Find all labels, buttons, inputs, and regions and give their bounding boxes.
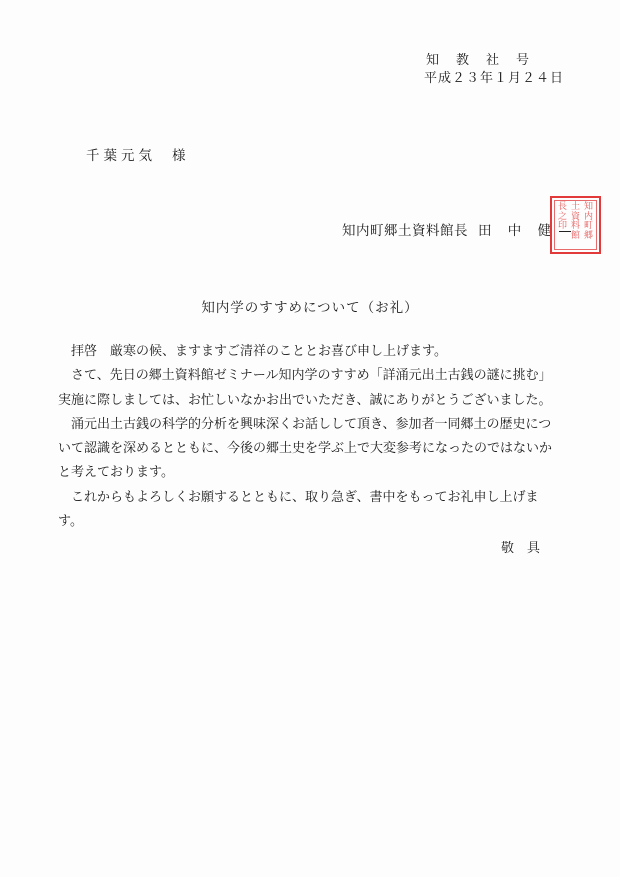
letter-date: 平成２３年１月２４日 (424, 71, 565, 86)
recipient-name: 千葉元気 (86, 148, 156, 164)
official-seal-stamp (550, 196, 601, 254)
reference-block (424, 52, 564, 88)
seal-column: 長之印 (557, 202, 567, 231)
body-paragraph-text: 涌元出土古銭の科学的分析を興味深くお話しして頂き、参加者一同郷土の歴史について認識を深めるとともに、今後の郷土史を学ぶ上で大変参考になったのではないかと考えております。 (58, 416, 553, 481)
reference-number: 知教社号 (426, 53, 547, 68)
recipient (86, 144, 190, 164)
body-paragraph-text: これからもよろしくお願するとともに、取り急ぎ、書中をもってお礼申し上げます。 (58, 489, 539, 530)
sender (342, 219, 571, 239)
body-paragraph (58, 413, 558, 486)
closing-salutation: 敬具 (501, 541, 554, 556)
seal-characters (557, 203, 594, 247)
body-paragraph (58, 340, 558, 364)
sender-title: 知内町郷土資料館長 (342, 223, 468, 239)
body-paragraph-text: さて、先日の郷土資料館ゼミナール知内学のすすめ「詳涌元出土古銭の謎に挑む」実施に際しましては、お忙しいなかお出でいただき、誠にありがとうございました。 (58, 368, 552, 408)
letter-body (58, 340, 558, 534)
sender-name: 田 中 健 (478, 223, 558, 239)
body-paragraph (58, 364, 558, 413)
body-paragraph (58, 486, 558, 535)
seal-column: 土資料館 (570, 202, 580, 241)
recipient-honorific: 様 (172, 148, 190, 164)
body-paragraph-text: 拝啓 厳寒の候、ますますご清祥のこととお喜び申し上げます。 (71, 344, 447, 359)
letter-subject: 知内学のすすめについて（お礼） (201, 300, 419, 316)
seal-column: 知内町郷 (583, 202, 593, 241)
